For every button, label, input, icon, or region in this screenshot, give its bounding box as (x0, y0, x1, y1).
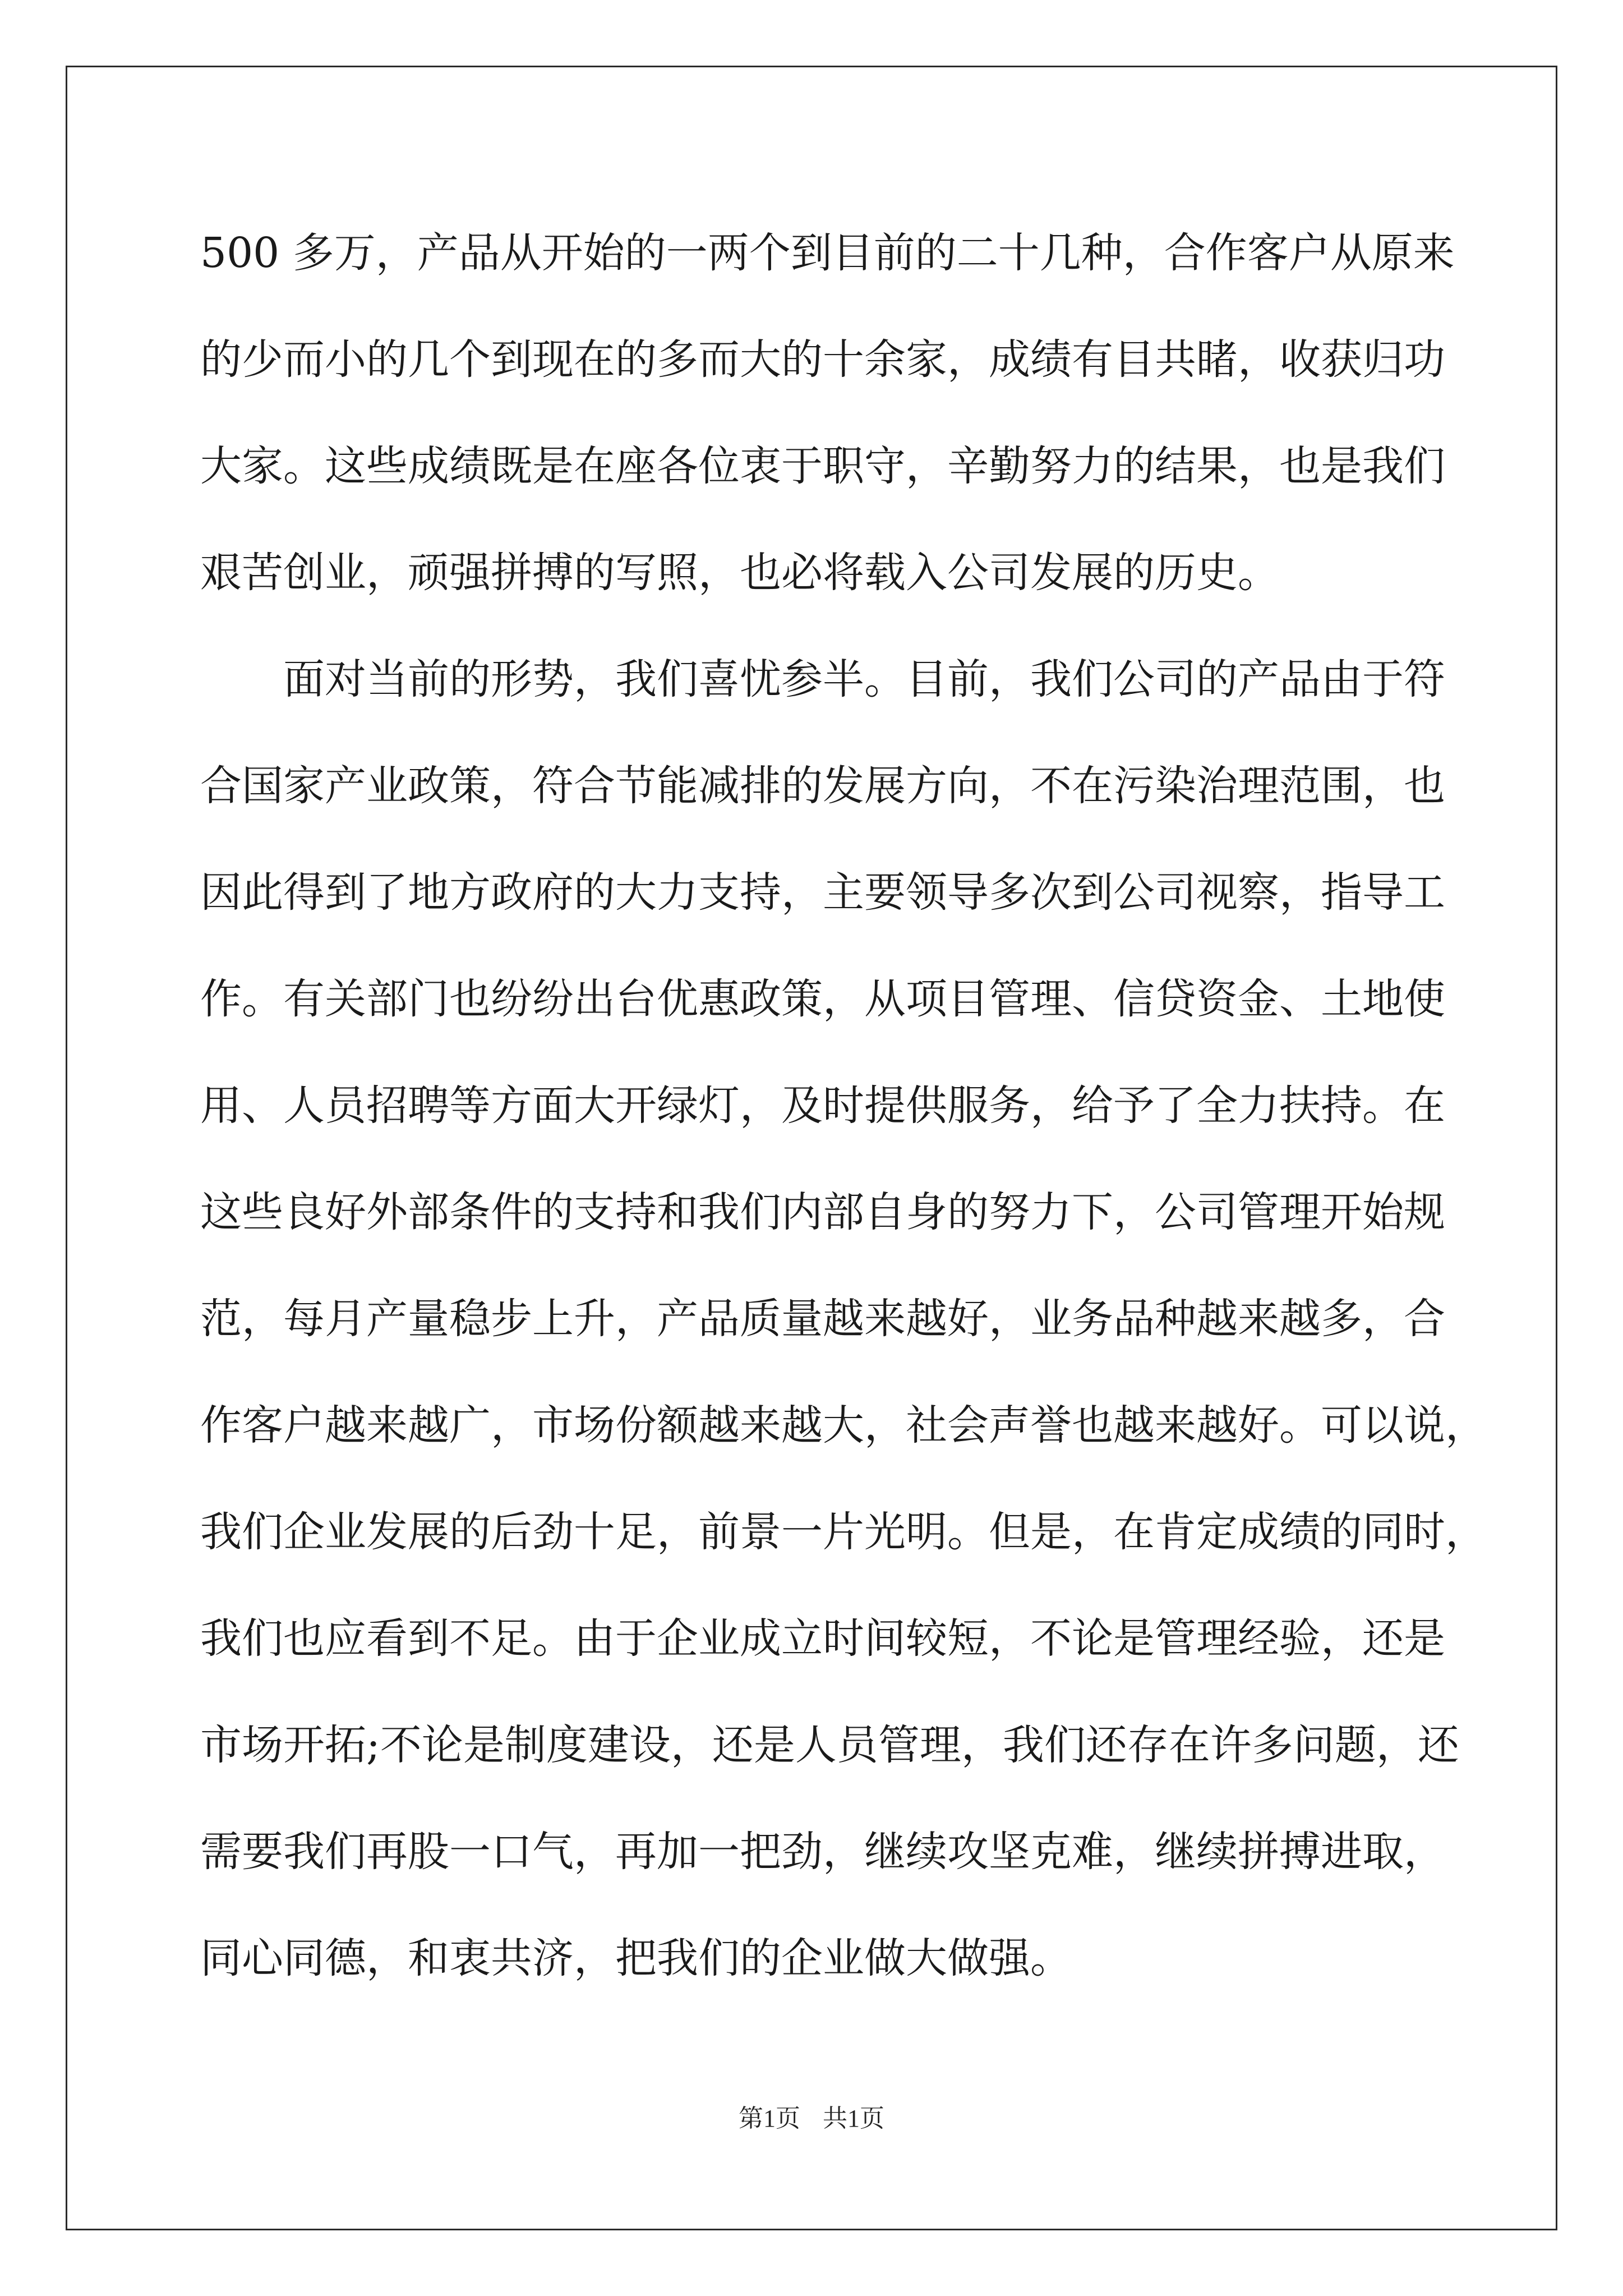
text-line: 这些良好外部条件的支持和我们内部自身的努力下，公司管理开始规 (200, 1188, 1445, 1236)
text-line: 因此得到了地方政府的大力支持，主要领导多次到公司视察，指导工 (200, 868, 1445, 917)
text-line: 作客户越来越广，市场份额越来越大，社会声誉也越来越好。可以说， (200, 1401, 1487, 1450)
text-line: 合国家产业政策，符合节能减排的发展方向，不在污染治理范围，也 (200, 762, 1445, 810)
text-line: 范，每月产量稳步上升，产品质量越来越好，业务品种越来越多，合 (200, 1295, 1445, 1343)
text-line: 同心同德，和衷共济，把我们的企业做大做强。 (200, 1934, 1072, 1982)
page-number: 第1页 (739, 2105, 800, 2132)
text-line: 市场开拓;不论是制度建设，还是人员管理，我们还存在许多问题，还 (200, 1721, 1459, 1769)
text-line: 我们企业发展的后劲十足，前景一片光明。但是，在肯定成绩的同时， (200, 1508, 1487, 1556)
text-line: 面对当前的形势，我们喜忧参半。目前，我们公司的产品由于符 (200, 655, 1445, 703)
text-line: 作。有关部门也纷纷出台优惠政策，从项目管理、信贷资金、土地使 (200, 975, 1445, 1023)
text-line: 艰苦创业，顽强拼搏的写照，也必将载入公司发展的历史。 (200, 549, 1279, 597)
text-line: 500 多万，产品从开始的一两个到目前的二十几种，合作客户从原来 (200, 229, 1455, 277)
page-total: 共1页 (823, 2105, 884, 2132)
text-line: 大家。这些成绩既是在座各位衷于职守，辛勤努力的结果，也是我们 (200, 442, 1445, 490)
text-line: 用、人员招聘等方面大开绿灯，及时提供服务，给予了全力扶持。在 (200, 1082, 1445, 1130)
document-body (200, 200, 1487, 2012)
text-line: 我们也应看到不足。由于企业成立时间较短，不论是管理经验，还是 (200, 1614, 1445, 1663)
text-line: 的少而小的几个到现在的多而大的十余家，成绩有目共睹，收获归功 (200, 335, 1445, 384)
page-footer (0, 2098, 1623, 2134)
text-line: 需要我们再股一口气，再加一把劲，继续攻坚克难，继续拼搏进取， (200, 1828, 1445, 1876)
